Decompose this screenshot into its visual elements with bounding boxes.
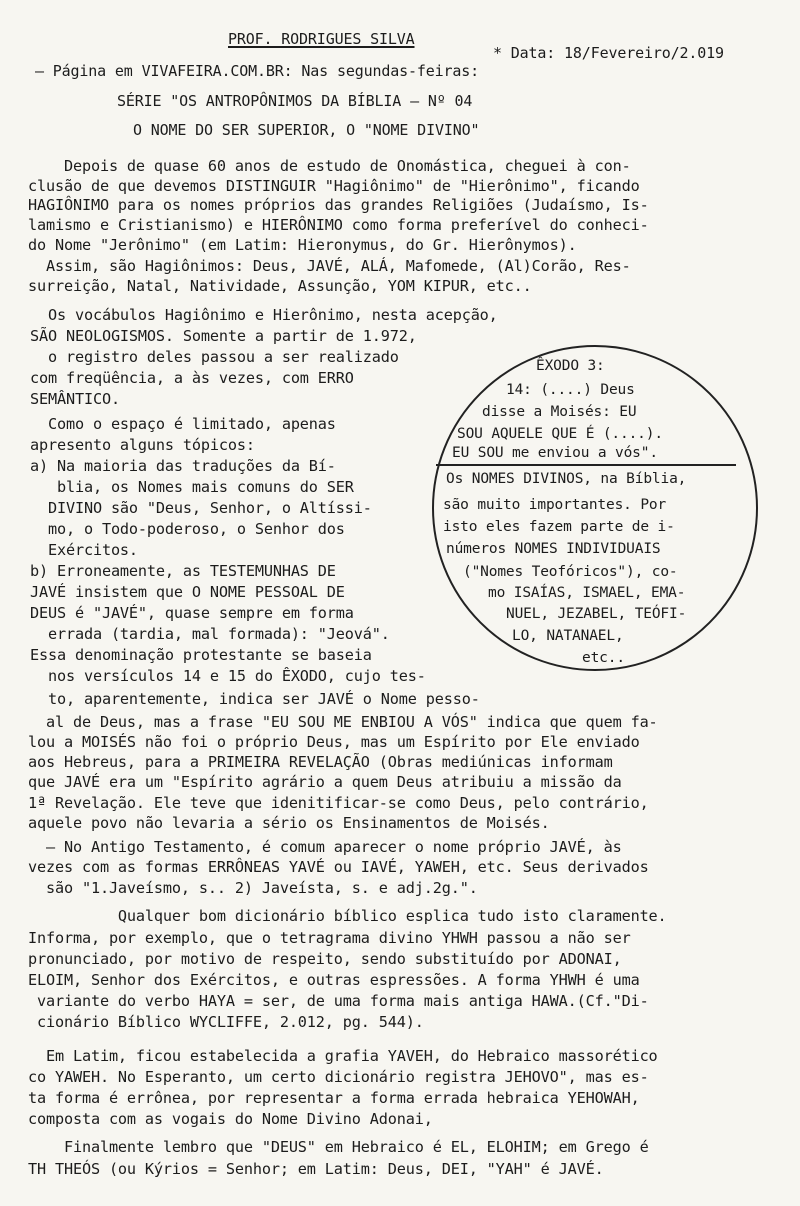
date-line: * Data: 18/Fevereiro/2.019	[493, 44, 724, 62]
p3-line: cionário Bíblico WYCLIFFE, 2.012, pg. 544).	[28, 1013, 424, 1031]
col-line: Exércitos.	[30, 541, 138, 559]
author-name: PROF. RODRIGUES SILVA	[228, 30, 415, 48]
circle-line: LO, NATANAEL,	[512, 628, 624, 644]
p1-line: Depois de quase 60 anos de estudo de Onomástica, cheguei à con-	[28, 157, 631, 175]
col-line: Os vocábulos Hagiônimo e Hierônimo, nesta acepção,	[30, 306, 498, 324]
p1-line: do Nome "Jerônimo" (em Latim: Hieronymus, do Gr. Hierônymos).	[28, 236, 577, 254]
p1-line: HAGIÔNIMO para os nomes próprios das grandes Religiões (Judaísmo, Is-	[28, 196, 649, 214]
col-line: mo, o Todo-poderoso, o Senhor dos	[30, 520, 345, 538]
p2-line: que JAVÉ era um "Espírito agrário a quem Deus atribuiu a missão da	[28, 773, 622, 791]
col-line: com freqüência, a às vezes, com ERRO	[30, 369, 354, 387]
p1-line: clusão de que devemos DISTINGUIR "Hagiônimo" de "Hierônimo", ficando	[28, 177, 640, 195]
p4-line: Em Latim, ficou estabelecida a grafia YAVEH, do Hebraico massorético	[28, 1047, 658, 1065]
circle-line: mo ISAÍAS, ISMAEL, EMA-	[488, 585, 686, 601]
circle-line: são muito importantes. Por	[443, 497, 667, 513]
circle-line: números NOMES INDIVIDUAIS	[446, 541, 661, 557]
col-line: Como o espaço é limitado, apenas	[30, 415, 336, 433]
col-line: blia, os Nomes mais comuns do SER	[30, 478, 354, 496]
p2-line: lou a MOISÉS não foi o próprio Deus, mas um Espírito por Ele enviado	[28, 733, 640, 751]
col-line: DEUS é "JAVÉ", quase sempre em forma	[30, 604, 354, 622]
circle-line: ("Nomes Teofóricos"), co-	[463, 564, 678, 580]
p5-line: Finalmente lembro que "DEUS" em Hebraico é EL, ELOHIM; em Grego é	[28, 1138, 649, 1156]
p5-line: TH THEÓS (ou Kýrios = Senhor; em Latim: Deus, DEI, "YAH" é JAVÉ.	[28, 1160, 604, 1178]
col-line: DIVINO são "Deus, Senhor, o Altíssi-	[30, 499, 372, 517]
col-line: to, aparentemente, indica ser JAVÉ o Nome pesso-	[30, 690, 480, 708]
p2-line: — No Antigo Testamento, é comum aparecer o nome próprio JAVÉ, às	[28, 838, 622, 856]
circle-line: EU SOU me enviou a vós".	[452, 445, 658, 461]
col-line: SEMÂNTICO.	[30, 390, 120, 408]
p2-line: aquele povo não levaria a sério os Ensinamentos de Moisés.	[28, 814, 550, 832]
circle-line: Os NOMES DIVINOS, na Bíblia,	[446, 471, 687, 487]
series-title: SÉRIE "OS ANTROPÔNIMOS DA BÍBLIA — Nº 04	[117, 92, 473, 110]
p3-line: ELOIM, Senhor dos Exércitos, e outras espressões. A forma YHWH é uma	[28, 971, 640, 989]
p3-line: pronunciado, por motivo de respeito, sendo substituído por ADONAI,	[28, 950, 622, 968]
circle-line: isto eles fazem parte de i-	[443, 519, 675, 535]
p2-line: vezes com as formas ERRÔNEAS YAVÉ ou IAVÉ, YAWEH, etc. Seus derivados	[28, 858, 649, 876]
p1-line: surreição, Natal, Natividade, Assunção, YOM KIPUR, etc..	[28, 277, 532, 295]
p3-line: Qualquer bom dicionário bíblico esplica tudo isto claramente.	[28, 907, 667, 925]
col-line: Essa denominação protestante se baseia	[30, 646, 372, 664]
col-line: o registro deles passou a ser realizado	[30, 348, 399, 366]
p1-line: Assim, são Hagiônimos: Deus, JAVÉ, ALÁ, Mafomede, (Al)Corão, Res-	[28, 257, 631, 275]
p2-line: aos Hebreus, para a PRIMEIRA REVELAÇÃO (Obras mediúnicas informam	[28, 753, 613, 771]
p2-line: são "1.Javeísmo, s.. 2) Javeísta, s. e adj.2g.".	[28, 879, 478, 897]
p1-line: lamismo e Cristianismo) e HIERÔNIMO como forma preferível do conheci-	[28, 216, 649, 234]
article-title: O NOME DO SER SUPERIOR, O "NOME DIVINO"	[133, 121, 480, 139]
p2-line: al de Deus, mas a frase "EU SOU ME ENBIOU A VÓS" indica que quem fa-	[28, 713, 658, 731]
col-line: a) Na maioria das traduções da Bí-	[30, 457, 336, 475]
col-line: errada (tardia, mal formada): "Jeová".	[30, 625, 390, 643]
p4-line: co YAWEH. No Esperanto, um certo dicionário registra JEHOVO", mas es-	[28, 1068, 649, 1086]
site-line: — Página em VIVAFEIRA.COM.BR: Nas segundas-feiras:	[35, 62, 480, 80]
col-line: JAVÉ insistem que O NOME PESSOAL DE	[30, 583, 345, 601]
circle-line: SOU AQUELE QUE É (....).	[457, 426, 663, 442]
circle-line: ÊXODO 3:	[536, 358, 605, 374]
col-line: apresento alguns tópicos:	[30, 436, 255, 454]
circle-line: disse a Moisés: EU	[482, 404, 637, 420]
p4-line: ta forma é errônea, por representar a forma errada hebraica YEHOWAH,	[28, 1089, 640, 1107]
p4-line: composta com as vogais do Nome Divino Adonai,	[28, 1110, 433, 1128]
circle-line: etc..	[582, 650, 625, 666]
p3-line: variante do verbo HAYA = ser, de uma forma mais antiga HAWA.(Cf."Di-	[28, 992, 649, 1010]
circle-line: 14: (....) Deus	[506, 382, 635, 398]
col-line: SÃO NEOLOGISMOS. Somente a partir de 1.972,	[30, 327, 417, 345]
p2-line: 1ª Revelação. Ele teve que idenitificar-se como Deus, pelo contrário,	[28, 794, 649, 812]
col-line: b) Erroneamente, as TESTEMUNHAS DE	[30, 562, 336, 580]
circle-divider	[436, 464, 736, 466]
circle-line: NUEL, JEZABEL, TEÓFI-	[506, 606, 687, 622]
p3-line: Informa, por exemplo, que o tetragrama divino YHWH passou a não ser	[28, 929, 631, 947]
col-line: nos versículos 14 e 15 do ÊXODO, cujo tes-	[30, 667, 426, 685]
